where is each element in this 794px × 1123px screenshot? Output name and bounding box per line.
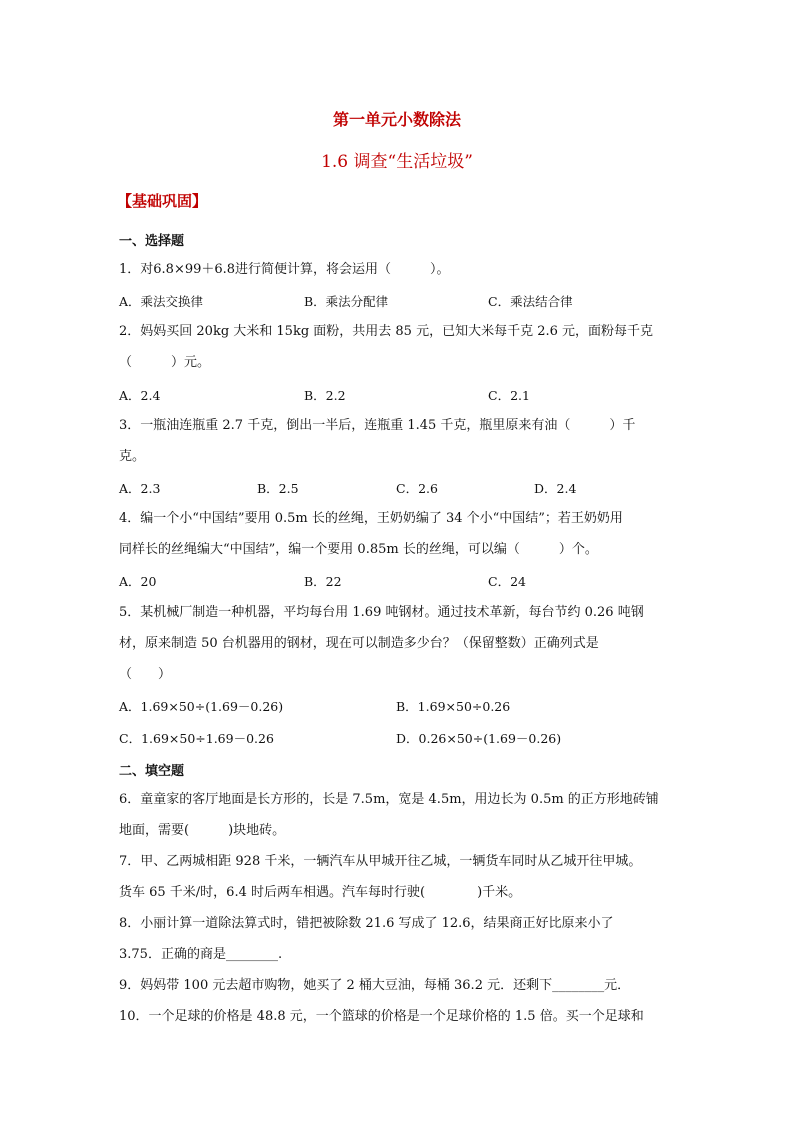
- q4-option-c: C．24: [488, 574, 526, 589]
- q3-option-c: C．2.6: [396, 481, 438, 496]
- q1-option-b: B．乘法分配律: [304, 294, 389, 309]
- q3-option-d: D．2.4: [534, 481, 577, 496]
- question-2-line-1: 2．妈妈买回 20kg 大米和 15kg 面粉，共用去 85 元，已知大米每千克 2.6 元，面粉每千克: [119, 324, 654, 339]
- question-7-line-1: 7．甲、乙两城相距 928 千米，一辆汽车从甲城开往乙城，一辆货车同时从乙城开往甲城。: [119, 854, 642, 869]
- choice-heading: 一、选择题: [119, 234, 185, 249]
- question-2-line-2: （ ）元。: [119, 355, 211, 370]
- question-8-line-2: 3.75．正确的商是________.: [119, 947, 283, 962]
- question-10-line-1: 10．一个足球的价格是 48.8 元，一个篮球的价格是一个足球价格的 1.5 倍。买一个足球和: [119, 1009, 644, 1024]
- q2-option-a: A．2.4: [119, 388, 161, 403]
- q3-option-b: B．2.5: [257, 481, 299, 496]
- q1-option-a: A．乘法交换律: [119, 294, 204, 309]
- q3-option-a: A．2.3: [119, 481, 161, 496]
- q4-option-b: B．22: [304, 574, 342, 589]
- unit-title: 第一单元小数除法: [332, 110, 461, 129]
- question-1: 1．对6.8×99＋6.8进行简便计算，将会运用（ ）。: [119, 262, 450, 277]
- q4-option-a: A．20: [119, 574, 157, 589]
- q2-option-c: C．2.1: [488, 388, 530, 403]
- q5-option-b: B．1.69×50÷0.26: [396, 699, 511, 714]
- question-7-line-2: 货车 65 千米/时，6.4 时后两车相遇。汽车每时行驶( )千米。: [119, 885, 522, 900]
- fill-heading: 二、填空题: [119, 764, 185, 779]
- question-9-line-1: 9．妈妈带 100 元去超市购物，她买了 2 桶大豆油，每桶 36.2 元．还剩下________元．: [119, 978, 631, 993]
- question-3-line-1: 3．一瓶油连瓶重 2.7 千克，倒出一半后，连瓶重 1.45 千克，瓶里原来有油（ ）千: [119, 418, 636, 433]
- q5-option-c: C．1.69×50÷1.69－0.26: [119, 731, 274, 746]
- q5-option-a: A．1.69×50÷(1.69－0.26): [119, 699, 284, 714]
- question-4-line-1: 4．编一个小“中国结”要用 0.5m 长的丝绳，王奶奶编了 34 个小“中国结”；若王奶奶用: [119, 511, 623, 526]
- question-3-line-2: 克。: [119, 449, 146, 464]
- question-4-line-2: 同样长的丝绳编大“中国结”，编一个要用 0.85m 长的丝绳，可以编（ ）个。: [119, 542, 598, 557]
- question-6-line-1: 6．童童家的客厅地面是长方形的，长是 7.5m，宽是 4.5m，用边长为 0.5m 的正方形地砖铺: [119, 792, 659, 807]
- question-6-line-2: 地面，需要( )块地砖。: [119, 823, 286, 838]
- foundation-label: 【基础巩固】: [117, 192, 208, 210]
- q2-option-b: B．2.2: [304, 388, 346, 403]
- q1-option-c: C．乘法结合律: [488, 294, 573, 309]
- question-5-line-1: 5．某机械厂制造一种机器，平均每台用 1.69 吨钢材。通过技术革新，每台节约 0.26 吨钢: [119, 605, 644, 620]
- question-5-line-3: （ ）: [119, 667, 172, 682]
- question-8-line-1: 8．小丽计算一道除法算式时，错把被除数 21.6 写成了 12.6，结果商正好比原来小了: [119, 916, 614, 931]
- question-5-line-2: 材，原来制造 50 台机器用的钢材，现在可以制造多少台？（保留整数）正确列式是: [119, 636, 599, 651]
- q5-option-d: D．0.26×50÷(1.69－0.26): [396, 731, 562, 746]
- lesson-title: 1.6 调查“生活垃圾”: [321, 152, 473, 172]
